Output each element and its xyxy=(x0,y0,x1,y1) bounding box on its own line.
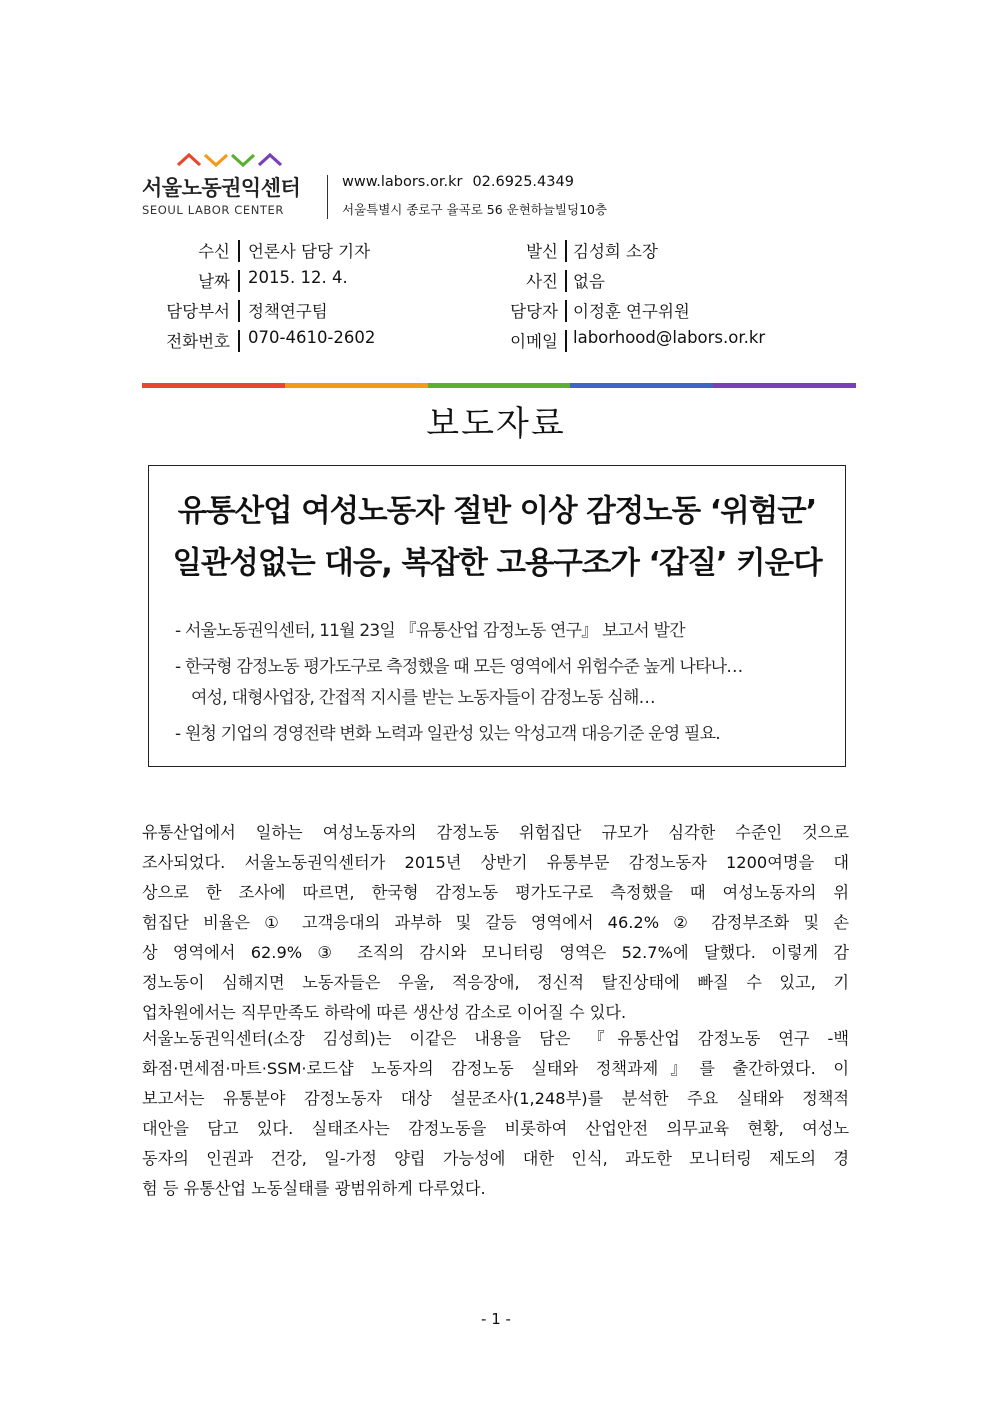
rule-segment xyxy=(142,383,285,388)
info-label: 수신 xyxy=(198,242,230,261)
email-link[interactable]: laborhood@labors.or.kr xyxy=(573,328,766,347)
body-line: 상 영역에서 62.9% ③ 조직의 감시와 모니터링 영역은 52.7%에 달했다. 이렇게 감 xyxy=(142,943,849,962)
info-value: 2015. 12. 4. xyxy=(248,268,348,287)
headline-line-1: 유통산업 여성노동자 절반 이상 감정노동 ‘위험군’ xyxy=(177,494,817,529)
body-line: 업차원에서는 직무만족도 하락에 따른 생산성 감소로 이어질 수 있다. xyxy=(142,1003,627,1022)
info-label: 담당자 xyxy=(510,302,558,321)
info-row xyxy=(148,298,828,324)
body-line: 정노동이 심해지면 노동자들은 우울, 적응장애, 정신적 탈진상태에 빠질 수 있고, 기 xyxy=(142,973,849,992)
color-divider xyxy=(142,383,856,388)
document-type-title: 보도자료 xyxy=(426,404,566,444)
letterhead xyxy=(142,148,662,228)
info-separator xyxy=(565,270,567,292)
info-value: 없음 xyxy=(573,272,605,291)
info-row xyxy=(148,328,828,354)
summary-item: - 원청 기업의 경영전략 변화 노력과 일관성 있는 악성고객 대응기준 운영 필요. xyxy=(175,724,720,744)
info-separator xyxy=(238,270,240,292)
phone-number: 02.6925.4349 xyxy=(472,174,574,190)
info-value: 이정훈 연구위원 xyxy=(573,302,690,321)
info-row xyxy=(148,268,828,294)
body-paragraph-2 xyxy=(142,1024,849,1204)
info-label: 날짜 xyxy=(198,272,230,291)
info-row xyxy=(148,238,828,264)
rule-segment xyxy=(570,383,713,388)
page-number: - 1 - xyxy=(481,1310,511,1328)
info-separator xyxy=(565,300,567,322)
headline-line-2: 일관성없는 대응, 복잡한 고용구조가 ‘갑질’ 키운다 xyxy=(172,546,822,581)
body-line: 유통산업에서 일하는 여성노동자의 감정노동 위험집단 규모가 심각한 수준인 것으로 xyxy=(142,823,849,842)
info-separator xyxy=(238,240,240,262)
org-name-en: SEOUL LABOR CENTER xyxy=(142,203,284,217)
body-line: 험 등 유통산업 노동실태를 광범위하게 다루었다. xyxy=(142,1179,486,1198)
body-line: 험집단 비율은 ① 고객응대의 과부하 및 갈등 영역에서 46.2% ② 감정부조화 및 손 xyxy=(142,913,849,932)
summary-item: 여성, 대형사업장, 간접적 지시를 받는 노동자들이 감정노동 심해… xyxy=(191,688,655,708)
body-paragraph-1 xyxy=(142,818,849,1028)
body-line: 조사되었다. 서울노동권익센터가 2015년 상반기 유통부문 감정노동자 1200여명을 대 xyxy=(142,853,849,872)
info-label: 이메일 xyxy=(510,332,558,351)
body-line: 동자의 인권과 건강, 일-가정 양립 가능성에 대한 인식, 과도한 모니터링 제도의 경 xyxy=(142,1149,849,1168)
info-label: 담당부서 xyxy=(166,302,230,321)
contact-web-phone xyxy=(342,174,574,190)
info-label: 사진 xyxy=(526,272,558,291)
info-value: 언론사 담당 기자 xyxy=(248,242,371,261)
logo-chevrons-icon xyxy=(176,152,286,168)
body-line: 화점·면세점·마트·SSM·로드샵 노동자의 감정노동 실태와 정책과제』를 출간하였다. 이 xyxy=(142,1059,849,1078)
info-value: 김성희 소장 xyxy=(573,242,658,261)
summary-item: - 한국형 감정노동 평가도구로 측정했을 때 모든 영역에서 위험수준 높게 나타나… xyxy=(175,657,743,677)
info-separator xyxy=(238,300,240,322)
info-separator xyxy=(565,240,567,262)
body-line: 서울노동권익센터(소장 김성희)는 이같은 내용을 담은 『유통산업 감정노동 연구 -백 xyxy=(142,1029,849,1048)
info-separator xyxy=(565,330,567,352)
org-name-ko: 서울노동권익센터 xyxy=(142,176,301,200)
website-link[interactable]: www.labors.or.kr xyxy=(342,174,463,190)
header-divider xyxy=(327,175,328,219)
info-value: 정책연구팀 xyxy=(248,302,328,321)
info-value: 070-4610-2602 xyxy=(248,328,376,347)
info-separator xyxy=(238,330,240,352)
info-label: 발신 xyxy=(526,242,558,261)
body-line: 상으로 한 조사에 따르면, 한국형 감정노동 평가도구로 측정했을 때 여성노동자의 위 xyxy=(142,883,849,902)
info-label: 전화번호 xyxy=(166,332,230,351)
body-line: 보고서는 유통분야 감정노동자 대상 설문조사(1,248부)를 분석한 주요 실태와 정책적 xyxy=(142,1089,849,1108)
summary-item: - 서울노동권익센터, 11월 23일 『유통산업 감정노동 연구』 보고서 발간 xyxy=(175,621,685,641)
rule-segment xyxy=(428,383,571,388)
address: 서울특별시 종로구 율곡로 56 운현하늘빌딩10층 xyxy=(342,202,608,217)
body-line: 대안을 담고 있다. 실태조사는 감정노동을 비롯하여 산업안전 의무교육 현황, 여성노 xyxy=(142,1119,849,1138)
rule-segment xyxy=(713,383,856,388)
rule-segment xyxy=(285,383,428,388)
headline-box xyxy=(148,465,846,767)
